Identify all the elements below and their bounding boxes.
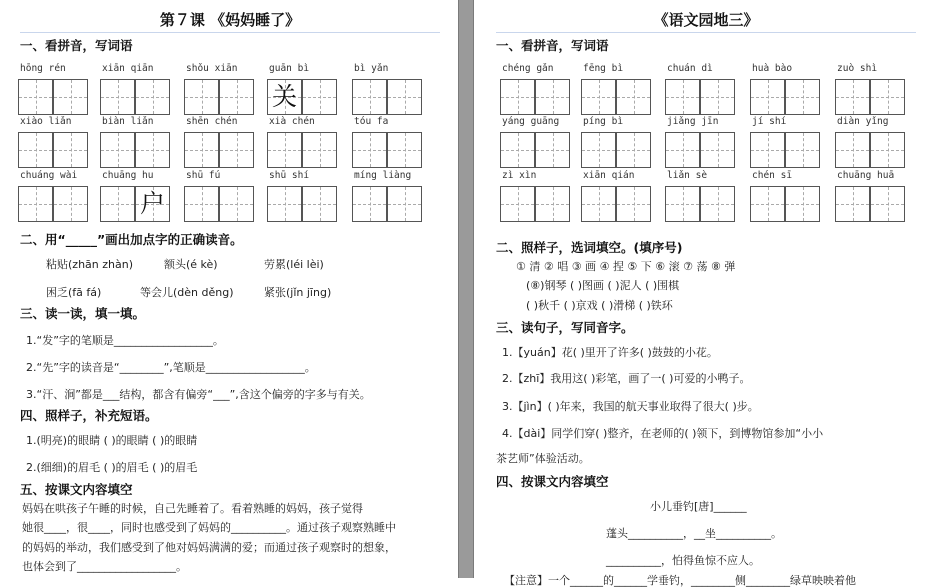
writing-cell[interactable] xyxy=(352,132,387,168)
written-character xyxy=(871,187,904,221)
writing-cell[interactable] xyxy=(100,186,135,222)
word-options: ① 清 ② 唱 ③ 画 ④ 捏 ⑤ 下 ⑥ 滚 ⑦ 荡 ⑧ 弹 xyxy=(516,260,736,273)
written-character xyxy=(19,133,52,167)
writing-cell[interactable] xyxy=(500,132,535,168)
pinyin-label: liǎn sè xyxy=(667,170,708,181)
written-character xyxy=(101,133,134,167)
right-section2-heading: 二、照样子，选词填空。(填序号) xyxy=(496,240,683,255)
written-character xyxy=(751,80,784,114)
pinyin-label: huà bào xyxy=(752,63,793,74)
pinyin-label: jí shí xyxy=(752,116,787,127)
written-character: 户 xyxy=(139,189,165,218)
writing-cell[interactable] xyxy=(352,79,387,115)
written-character xyxy=(701,80,734,114)
written-character xyxy=(617,187,650,221)
written-character xyxy=(582,80,615,114)
written-character xyxy=(101,187,134,221)
writing-cell[interactable] xyxy=(616,79,651,115)
written-character xyxy=(353,187,386,221)
writing-cell[interactable] xyxy=(18,132,53,168)
pinyin-label: fēng bì xyxy=(583,63,624,74)
reading-option: 粘贴(zhān zhàn) xyxy=(46,258,133,271)
pinyin-label: shēn chén xyxy=(186,116,238,127)
pinyin-label: míng liàng xyxy=(354,170,412,181)
writing-cell[interactable] xyxy=(219,79,254,115)
written-character xyxy=(836,80,869,114)
written-character xyxy=(303,80,336,114)
pinyin-label: chén sī xyxy=(752,170,793,181)
pinyin-label: xiào liǎn xyxy=(20,116,72,127)
written-character xyxy=(136,133,169,167)
writing-cell[interactable] xyxy=(135,79,170,115)
poem-line: 蓬头__________，__坐__________。 xyxy=(606,527,782,540)
written-character xyxy=(536,133,569,167)
written-character xyxy=(101,80,134,114)
written-character xyxy=(388,80,421,114)
writing-cell[interactable] xyxy=(387,132,422,168)
writing-cell[interactable] xyxy=(700,132,735,168)
written-character xyxy=(666,80,699,114)
writing-cell[interactable] xyxy=(535,79,570,115)
written-character xyxy=(871,133,904,167)
writing-cell[interactable] xyxy=(135,186,170,222)
writing-cell[interactable] xyxy=(785,186,820,222)
writing-cell[interactable] xyxy=(100,79,135,115)
pinyin-label: xiān qián xyxy=(583,170,635,181)
written-character xyxy=(185,80,218,114)
writing-cell[interactable] xyxy=(581,79,616,115)
writing-cell[interactable] xyxy=(100,132,135,168)
written-character: 关 xyxy=(271,82,297,111)
written-character xyxy=(871,80,904,114)
left-section2-heading: 二、用“_____”画出加点字的正确读音。 xyxy=(20,232,243,247)
left-worksheet-page xyxy=(0,0,458,578)
writing-cell[interactable] xyxy=(535,186,570,222)
pinyin-label: yáng guāng xyxy=(502,116,560,127)
written-character xyxy=(582,187,615,221)
written-character xyxy=(303,187,336,221)
word-fill-row: (⑧)钢琴 ( )图画 ( )泥人 ( )围棋 xyxy=(526,279,680,292)
writing-cell[interactable] xyxy=(700,186,735,222)
fill-blank-item: 3.“汗、涧”都是___结构，都含有偏旁“___”,含这个偏旁的字多与有关。 xyxy=(26,388,371,401)
written-character xyxy=(666,187,699,221)
writing-cell[interactable] xyxy=(835,132,870,168)
written-character xyxy=(751,187,784,221)
writing-cell[interactable] xyxy=(302,79,337,115)
writing-cell[interactable] xyxy=(18,186,53,222)
written-character xyxy=(388,133,421,167)
written-character xyxy=(786,133,819,167)
writing-cell[interactable] xyxy=(835,186,870,222)
written-character xyxy=(19,80,52,114)
written-character xyxy=(220,80,253,114)
passage-line: 她很____，很____，同时也感受到了妈妈的__________。通过孩子观察熟睡中 xyxy=(22,521,396,534)
written-character xyxy=(536,187,569,221)
homophone-item-continued: 茶艺师”体验活动。 xyxy=(496,452,590,465)
left-section3-heading: 三、读一读，填一填。 xyxy=(20,306,146,321)
writing-cell[interactable] xyxy=(500,186,535,222)
writing-cell[interactable] xyxy=(53,186,88,222)
written-character xyxy=(268,133,301,167)
phrase-item: 1.(明亮)的眼睛 ( )的眼睛 ( )的眼睛 xyxy=(26,434,198,447)
written-character xyxy=(582,133,615,167)
written-character xyxy=(220,133,253,167)
written-character xyxy=(836,133,869,167)
pinyin-label: tóu fa xyxy=(354,116,389,127)
written-character xyxy=(303,133,336,167)
fill-blank-item: 1.“发”字的笔顺是__________________。 xyxy=(26,334,224,347)
written-character xyxy=(19,187,52,221)
right-section1-heading: 一、看拼音，写词语 xyxy=(496,38,609,53)
reading-option: 额头(é kè) xyxy=(164,258,218,271)
written-character xyxy=(666,133,699,167)
written-character xyxy=(54,80,87,114)
writing-cell[interactable] xyxy=(18,79,53,115)
writing-cell[interactable] xyxy=(581,132,616,168)
word-fill-row: ( )秋千 ( )京戏 ( )滑梯 ( )铁环 xyxy=(526,299,673,312)
writing-cell[interactable] xyxy=(53,132,88,168)
pinyin-label: shū fú xyxy=(186,170,221,181)
written-character xyxy=(617,80,650,114)
right-page-title: 《语文园地三》 xyxy=(496,8,916,33)
writing-cell[interactable] xyxy=(500,79,535,115)
writing-cell[interactable] xyxy=(785,132,820,168)
writing-cell[interactable] xyxy=(665,186,700,222)
passage-line: 也体会到了__________________。 xyxy=(22,560,187,573)
left-section4-heading: 四、照样子，补充短语。 xyxy=(20,408,158,423)
writing-cell[interactable] xyxy=(835,79,870,115)
written-character xyxy=(836,187,869,221)
pinyin-label: diàn yǐng xyxy=(837,116,889,127)
pinyin-label: jiǎng jīn xyxy=(667,116,719,127)
poem-note-line: 【注意】一个______的______学垂钓，________侧________绿草映映着他 xyxy=(504,574,856,587)
pinyin-label: zuò shì xyxy=(837,63,878,74)
writing-cell[interactable] xyxy=(665,132,700,168)
written-character xyxy=(501,187,534,221)
writing-cell[interactable] xyxy=(267,186,302,222)
reading-option: 劳累(léi lèi) xyxy=(264,258,324,271)
pinyin-label: chuāng hu xyxy=(102,170,154,181)
writing-cell[interactable] xyxy=(302,186,337,222)
writing-cell[interactable] xyxy=(184,79,219,115)
homophone-item: 1.【yuán】花( )里开了许多( )鼓鼓的小花。 xyxy=(502,346,718,359)
writing-cell[interactable] xyxy=(302,132,337,168)
written-character xyxy=(220,187,253,221)
poem-title: 小儿垂钓[唐]______ xyxy=(650,500,747,513)
written-character xyxy=(501,133,534,167)
homophone-item: 2.【zhī】我用这( )彩笔，画了一( )可爱的小鸭子。 xyxy=(502,372,751,385)
written-character xyxy=(501,80,534,114)
poem-line: __________，怕得鱼惊不应人。 xyxy=(606,554,760,567)
writing-cell[interactable] xyxy=(616,186,651,222)
right-worksheet-page xyxy=(474,0,933,587)
left-section1-heading: 一、看拼音，写词语 xyxy=(20,38,133,53)
written-character xyxy=(136,80,169,114)
writing-cell[interactable] xyxy=(219,132,254,168)
written-character xyxy=(353,80,386,114)
pinyin-label: shū shí xyxy=(269,170,310,181)
writing-cell[interactable] xyxy=(267,79,302,115)
passage-line: 妈妈在哄孩子午睡的时候，自己先睡着了。看着熟睡的妈妈，孩子觉得 xyxy=(22,502,363,515)
right-section4-heading: 四、按课文内容填空 xyxy=(496,474,609,489)
fill-blank-item: 2.“先”字的读音是“________”,笔顺是__________________。 xyxy=(26,361,316,374)
pinyin-label: chuáng wài xyxy=(20,170,78,181)
pinyin-label: zì xìn xyxy=(502,170,537,181)
pinyin-label: biàn liǎn xyxy=(102,116,154,127)
reading-option: 紧张(jǐn jīng) xyxy=(264,286,332,299)
written-character xyxy=(268,187,301,221)
writing-cell[interactable] xyxy=(267,132,302,168)
written-character xyxy=(701,187,734,221)
written-character xyxy=(751,133,784,167)
left-page-title: 第７课 《妈妈睡了》 xyxy=(20,8,440,33)
writing-cell[interactable] xyxy=(870,186,905,222)
right-section3-heading: 三、读句子，写同音字。 xyxy=(496,320,634,335)
written-character xyxy=(786,80,819,114)
homophone-item: 3.【jìn】( )年来，我国的航天事业取得了很大( )步。 xyxy=(502,400,759,413)
written-character xyxy=(185,133,218,167)
written-character xyxy=(388,187,421,221)
written-character xyxy=(185,187,218,221)
writing-cell[interactable] xyxy=(750,186,785,222)
reading-option: 等会儿(dèn děng) xyxy=(140,286,234,299)
passage-line: 的妈妈的举动，我们感受到了他对妈妈满满的爱；而通过孩子观察时的想象， xyxy=(22,541,396,554)
homophone-item: 4.【dài】同学们穿( )整齐，在老师的( )领下，到博物馆参加“小小 xyxy=(502,427,824,440)
pinyin-label: hōng rén xyxy=(20,63,66,74)
writing-cell[interactable] xyxy=(581,186,616,222)
written-character xyxy=(701,133,734,167)
writing-cell[interactable] xyxy=(53,79,88,115)
left-section5-heading: 五、按课文内容填空 xyxy=(20,482,133,497)
writing-cell[interactable] xyxy=(616,132,651,168)
page-gutter xyxy=(458,0,474,578)
writing-cell[interactable] xyxy=(387,186,422,222)
writing-cell[interactable] xyxy=(785,79,820,115)
written-character xyxy=(353,133,386,167)
writing-cell[interactable] xyxy=(665,79,700,115)
reading-option: 困乏(fā fá) xyxy=(46,286,102,299)
written-character xyxy=(536,80,569,114)
writing-cell[interactable] xyxy=(135,132,170,168)
pinyin-label: píng bì xyxy=(583,116,624,127)
writing-cell[interactable] xyxy=(750,79,785,115)
pinyin-label: xià chén xyxy=(269,116,315,127)
writing-cell[interactable] xyxy=(184,132,219,168)
writing-cell[interactable] xyxy=(184,186,219,222)
written-character xyxy=(617,133,650,167)
writing-cell[interactable] xyxy=(870,132,905,168)
writing-cell[interactable] xyxy=(387,79,422,115)
written-character xyxy=(786,187,819,221)
written-character xyxy=(54,187,87,221)
pinyin-label: shǒu xiān xyxy=(186,63,238,74)
pinyin-label: chuán dì xyxy=(667,63,713,74)
writing-cell[interactable] xyxy=(535,132,570,168)
pinyin-label: guān bì xyxy=(269,63,310,74)
phrase-item: 2.(细细)的眉毛 ( )的眉毛 ( )的眉毛 xyxy=(26,461,198,474)
writing-cell[interactable] xyxy=(700,79,735,115)
writing-cell[interactable] xyxy=(750,132,785,168)
writing-cell[interactable] xyxy=(352,186,387,222)
written-character xyxy=(54,133,87,167)
writing-cell[interactable] xyxy=(219,186,254,222)
writing-cell[interactable] xyxy=(870,79,905,115)
pinyin-label: chéng gǎn xyxy=(502,63,554,74)
pinyin-label: bì yǎn xyxy=(354,63,389,74)
pinyin-label: xiān qiān xyxy=(102,63,154,74)
pinyin-label: chuāng huā xyxy=(837,170,895,181)
